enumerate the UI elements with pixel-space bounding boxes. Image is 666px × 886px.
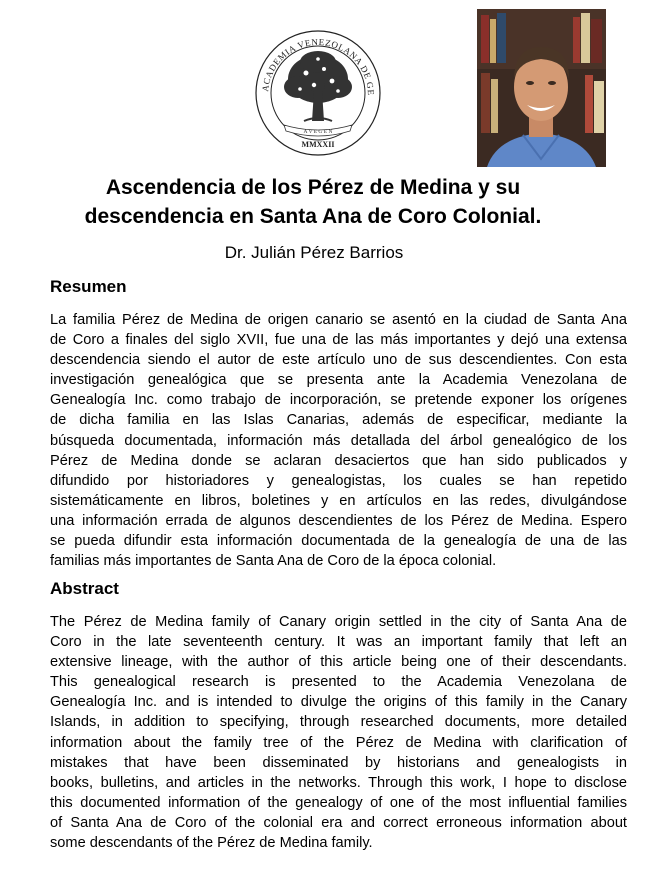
- abstract-line: This genealogical research is presented to the Academia Venezolana de: [50, 674, 627, 691]
- resumen-line: de Coro a finales del siglo XVII, fue una de las más importantes y dejó una extensa: [50, 332, 627, 349]
- author-photo: [477, 9, 606, 167]
- abstract-line: some descendants of the Pérez de Medina family.: [50, 835, 373, 852]
- resumen-line: de dicha familia en las Islas Canarias, además de especificar, mediante la: [50, 412, 627, 429]
- abstract-line: mistakes that have been disseminated by historians and genealogists in: [50, 754, 627, 771]
- abstract-line: extensive lineage, with the author of this article being one of their descendants.: [50, 654, 627, 671]
- abstract-line: Genealogía Inc. and is intended to divulge the origins of this family in the Canary: [50, 694, 627, 711]
- resumen-line: Genealogía Inc. como trabajo de incorporación, se pretende exponer los orígenes: [50, 392, 627, 409]
- resumen-line: búsqueda documentada, información más detallada del árbol genealógico de los: [50, 432, 627, 449]
- academy-seal-logo: [254, 29, 382, 157]
- resumen-paragraph: [50, 310, 627, 571]
- title-line: Ascendencia de los Pérez de Medina y su: [105, 176, 521, 199]
- resumen-heading: Resumen: [50, 277, 127, 296]
- resumen-line: Pérez de Medina donde se aclaran desaciertos que han sido publicados y: [50, 452, 627, 469]
- resumen-line: descendencia siendo el autor de este artículo uno de sus descendientes. Con esta: [50, 352, 627, 369]
- resumen-line: difundido por historiadores y genealogistas, los cuales se han repetido: [50, 472, 627, 489]
- abstract-paragraph: [50, 612, 627, 853]
- article-title: [20, 173, 606, 231]
- abstract-line: this documented information of the genealogy of one of the most influential families: [50, 794, 627, 811]
- abstract-line: books, bulletins, and articles in the networks. Through this work, I hope to disclose: [50, 774, 627, 791]
- resumen-line: se pueda difundir esta información documentada de la genealogía de una de las: [50, 533, 627, 550]
- resumen-line: familias más importantes de Santa Ana de Coro de la época colonial.: [50, 553, 497, 570]
- abstract-line: Coro in the late seventeenth century. It was an important family that left an: [50, 634, 627, 651]
- abstract-line: The Pérez de Medina family of Canary origin settled in the city of Santa Ana de: [50, 614, 627, 630]
- seal-year: MMXXII: [301, 140, 335, 149]
- author-name: Dr. Julián Pérez Barrios: [224, 243, 404, 262]
- abstract-line: of Santa Ana de Coro of the colonial era and correct erroneous information about: [50, 814, 627, 831]
- abstract-heading: Abstract: [50, 579, 119, 598]
- resumen-line: La familia Pérez de Medina de origen canario se asentó en la ciudad de Santa Ana: [50, 312, 627, 328]
- resumen-line: investigación genealógica que se presenta ante la Academia Venezolana de: [50, 372, 627, 389]
- svg-text:ACADEMIA VENEZOLANA DE GENEALO: ACADEMIA VENEZOLANA DE GE: [260, 36, 377, 96]
- resumen-line: sistemáticamente en libros, boletines y en artículos en las redes, divulgándose: [50, 492, 627, 509]
- seal-ribbon-text: A V E G E N: [303, 129, 333, 135]
- abstract-line: information about the family tree of the Pérez de Medina with clarification of: [50, 734, 627, 751]
- abstract-line: Islands, in addition to specifying, through researched documents, more detailed: [50, 714, 627, 731]
- resumen-line: una información errada de algunos descendientes de los Pérez de Medina. Espero: [50, 512, 627, 529]
- title-line: descendencia en Santa Ana de Coro Colonial.: [84, 205, 542, 228]
